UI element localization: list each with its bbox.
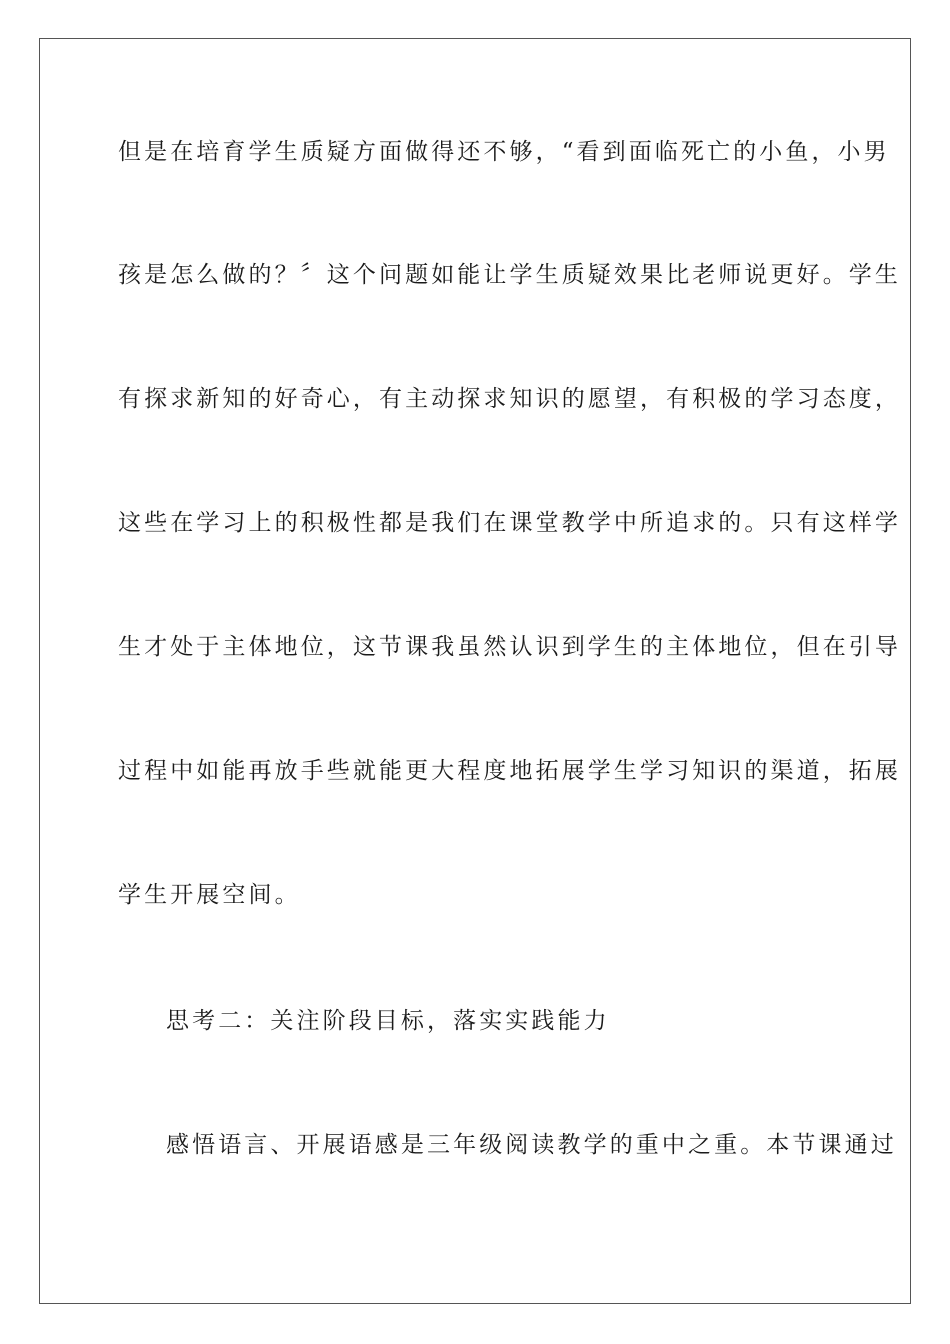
body-text-line: 学生开展空间。 [118, 882, 301, 908]
section-heading: 思考二：关注阶段目标，落实实践能力 [166, 1008, 610, 1034]
body-text-line: 孩是怎么做的？〞这个问题如能让学生质疑效果比老师说更好。学生 [118, 262, 901, 288]
body-text-line: 过程中如能再放手些就能更大程度地拓展学生学习知识的渠道，拓展 [118, 758, 901, 784]
body-text-line: 这些在学习上的积极性都是我们在课堂教学中所追求的。只有这样学 [118, 510, 901, 536]
paragraph-first-line: 感悟语言、开展语感是三年级阅读教学的重中之重。本节课通过 [166, 1132, 897, 1158]
page-border [39, 38, 911, 1304]
body-text-line: 但是在培育学生质疑方面做得还不够，“看到面临死亡的小鱼，小男 [118, 139, 890, 165]
body-text-line: 生才处于主体地位，这节课我虽然认识到学生的主体地位，但在引导 [118, 634, 901, 660]
body-text-line: 有探求新知的好奇心，有主动探求知识的愿望，有积极的学习态度， [118, 386, 901, 412]
